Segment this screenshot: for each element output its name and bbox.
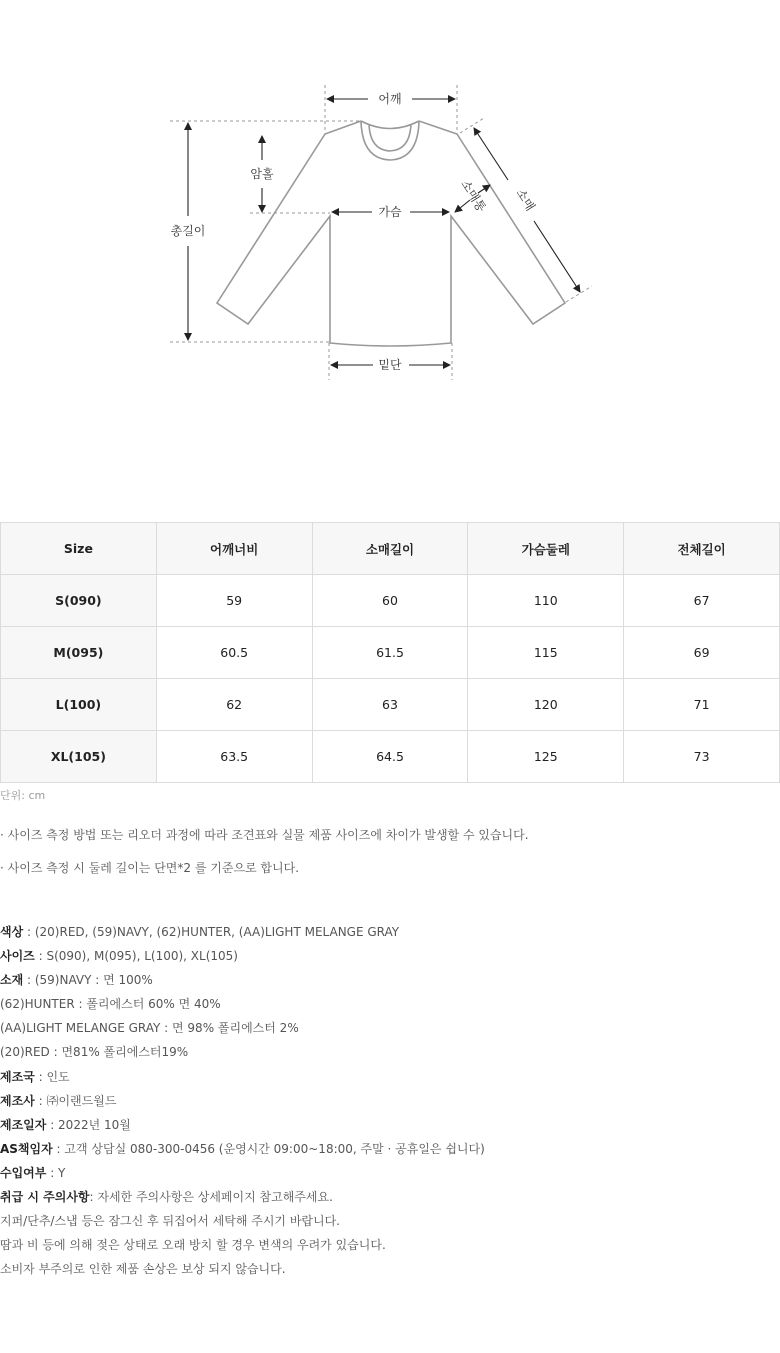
table-header: 전체길이 bbox=[624, 523, 780, 575]
spec-maker bbox=[0, 1089, 485, 1113]
spec-value: : (59)NAVY : 면 100% bbox=[23, 973, 153, 988]
spec-color bbox=[0, 920, 485, 944]
table-cell-size: L(100) bbox=[1, 679, 157, 731]
spec-label: 색상 bbox=[0, 925, 24, 939]
table-header: 어깨너비 bbox=[156, 523, 312, 575]
table-cell-size: M(095) bbox=[1, 627, 157, 679]
table-cell: 59 bbox=[156, 575, 312, 627]
spec-value: : 자세한 주의사항은 상세페이지 참고해주세요. bbox=[89, 1190, 333, 1205]
spec-value: : Y bbox=[46, 1165, 66, 1180]
spec-material bbox=[0, 968, 485, 992]
spec-import bbox=[0, 1161, 485, 1185]
spec-care-line: 땀과 비 등에 의해 젖은 상태로 오래 방치 할 경우 변색의 우려가 있습니다. bbox=[0, 1238, 386, 1253]
spec-value: : ㈜이랜드월드 bbox=[34, 1093, 117, 1108]
size-note: · 사이즈 측정 시 둘레 길이는 단면*2 를 기준으로 합니다. bbox=[0, 861, 300, 875]
spec-label: 제조사 bbox=[0, 1093, 35, 1108]
table-cell: 110 bbox=[468, 575, 624, 627]
size-table bbox=[0, 522, 780, 783]
table-cell: 61.5 bbox=[312, 627, 468, 679]
table-header: Size bbox=[1, 523, 157, 575]
table-cell: 73 bbox=[624, 731, 780, 783]
sleeve-arrow-down bbox=[534, 221, 580, 292]
table-header: 가슴둘레 bbox=[468, 523, 624, 575]
spec-label: AS책임자 bbox=[0, 1141, 53, 1156]
table-cell-size: S(090) bbox=[1, 575, 157, 627]
sleeve-width-arrow bbox=[455, 200, 470, 212]
spec-label: 사이즈 bbox=[0, 949, 35, 964]
sleeve-width-label: 소매통 bbox=[458, 177, 489, 215]
shirt-collar bbox=[361, 121, 419, 160]
spec-size bbox=[0, 944, 485, 968]
table-cell-size: XL(105) bbox=[1, 731, 157, 783]
spec-material-line: (62)HUNTER : 폴리에스터 60% 면 40% bbox=[0, 997, 221, 1012]
spec-care bbox=[0, 1185, 485, 1209]
spec-label: 소재 bbox=[0, 973, 24, 988]
spec-value: : 2022년 10월 bbox=[46, 1117, 131, 1132]
table-row bbox=[1, 679, 780, 731]
spec-care-line: 지퍼/단추/스냅 등은 잠그신 후 뒤집어서 세탁해 주시기 바랍니다. bbox=[0, 1214, 340, 1229]
sleeve-arrow-up bbox=[474, 128, 508, 180]
table-cell: 120 bbox=[468, 679, 624, 731]
spec-value: : 고객 상담실 080-300-0456 (운영시간 09:00~18:00, 주말 · 공휴일은 쉽니다) bbox=[52, 1141, 485, 1156]
table-cell: 64.5 bbox=[312, 731, 468, 783]
table-header: 소매길이 bbox=[312, 523, 468, 575]
hem-label: 밑단 bbox=[378, 358, 402, 372]
spec-care-line: 소비자 부주의로 인한 제품 손상은 보상 되지 않습니다. bbox=[0, 1262, 286, 1277]
spec-country bbox=[0, 1065, 485, 1089]
product-specs bbox=[0, 920, 485, 1281]
spec-material-line: (AA)LIGHT MELANGE GRAY : 면 98% 폴리에스터 2% bbox=[0, 1021, 299, 1036]
spec-label: 제조일자 bbox=[0, 1117, 47, 1132]
spec-as bbox=[0, 1137, 485, 1161]
size-diagram bbox=[0, 0, 780, 400]
armhole-label: 암홀 bbox=[250, 167, 274, 181]
shoulder-label: 어깨 bbox=[378, 92, 402, 106]
table-row bbox=[1, 731, 780, 783]
shirt-outline bbox=[217, 121, 565, 346]
spec-label: 수입여부 bbox=[0, 1165, 47, 1180]
spec-value: : 인도 bbox=[34, 1069, 70, 1084]
table-cell: 125 bbox=[468, 731, 624, 783]
chest-label: 가슴 bbox=[378, 205, 402, 219]
unit-note: 단위: cm bbox=[0, 789, 46, 802]
spec-value: : (20)RED, (59)NAVY, (62)HUNTER, (AA)LIGHT MELANGE GRAY bbox=[23, 925, 400, 939]
table-cell: 69 bbox=[624, 627, 780, 679]
table-row bbox=[1, 575, 780, 627]
table-cell: 62 bbox=[156, 679, 312, 731]
size-note: · 사이즈 측정 방법 또는 리오더 과정에 따라 조견표와 실물 제품 사이즈에 차이가 발생할 수 있습니다. bbox=[0, 828, 529, 842]
table-cell: 63.5 bbox=[156, 731, 312, 783]
total-length-label: 총길이 bbox=[170, 224, 206, 238]
spec-label: 취급 시 주의사항 bbox=[0, 1190, 90, 1205]
table-cell: 60 bbox=[312, 575, 468, 627]
table-cell: 71 bbox=[624, 679, 780, 731]
table-cell: 115 bbox=[468, 627, 624, 679]
table-cell: 63 bbox=[312, 679, 468, 731]
spec-value: : S(090), M(095), L(100), XL(105) bbox=[34, 949, 238, 964]
spec-material-line: (20)RED : 면81% 폴리에스터19% bbox=[0, 1045, 189, 1060]
table-cell: 67 bbox=[624, 575, 780, 627]
sleeve-label: 소매 bbox=[513, 186, 538, 214]
table-header-row bbox=[1, 523, 780, 575]
table-row bbox=[1, 627, 780, 679]
table-cell: 60.5 bbox=[156, 627, 312, 679]
spec-date bbox=[0, 1113, 485, 1137]
spec-label: 제조국 bbox=[0, 1069, 35, 1084]
